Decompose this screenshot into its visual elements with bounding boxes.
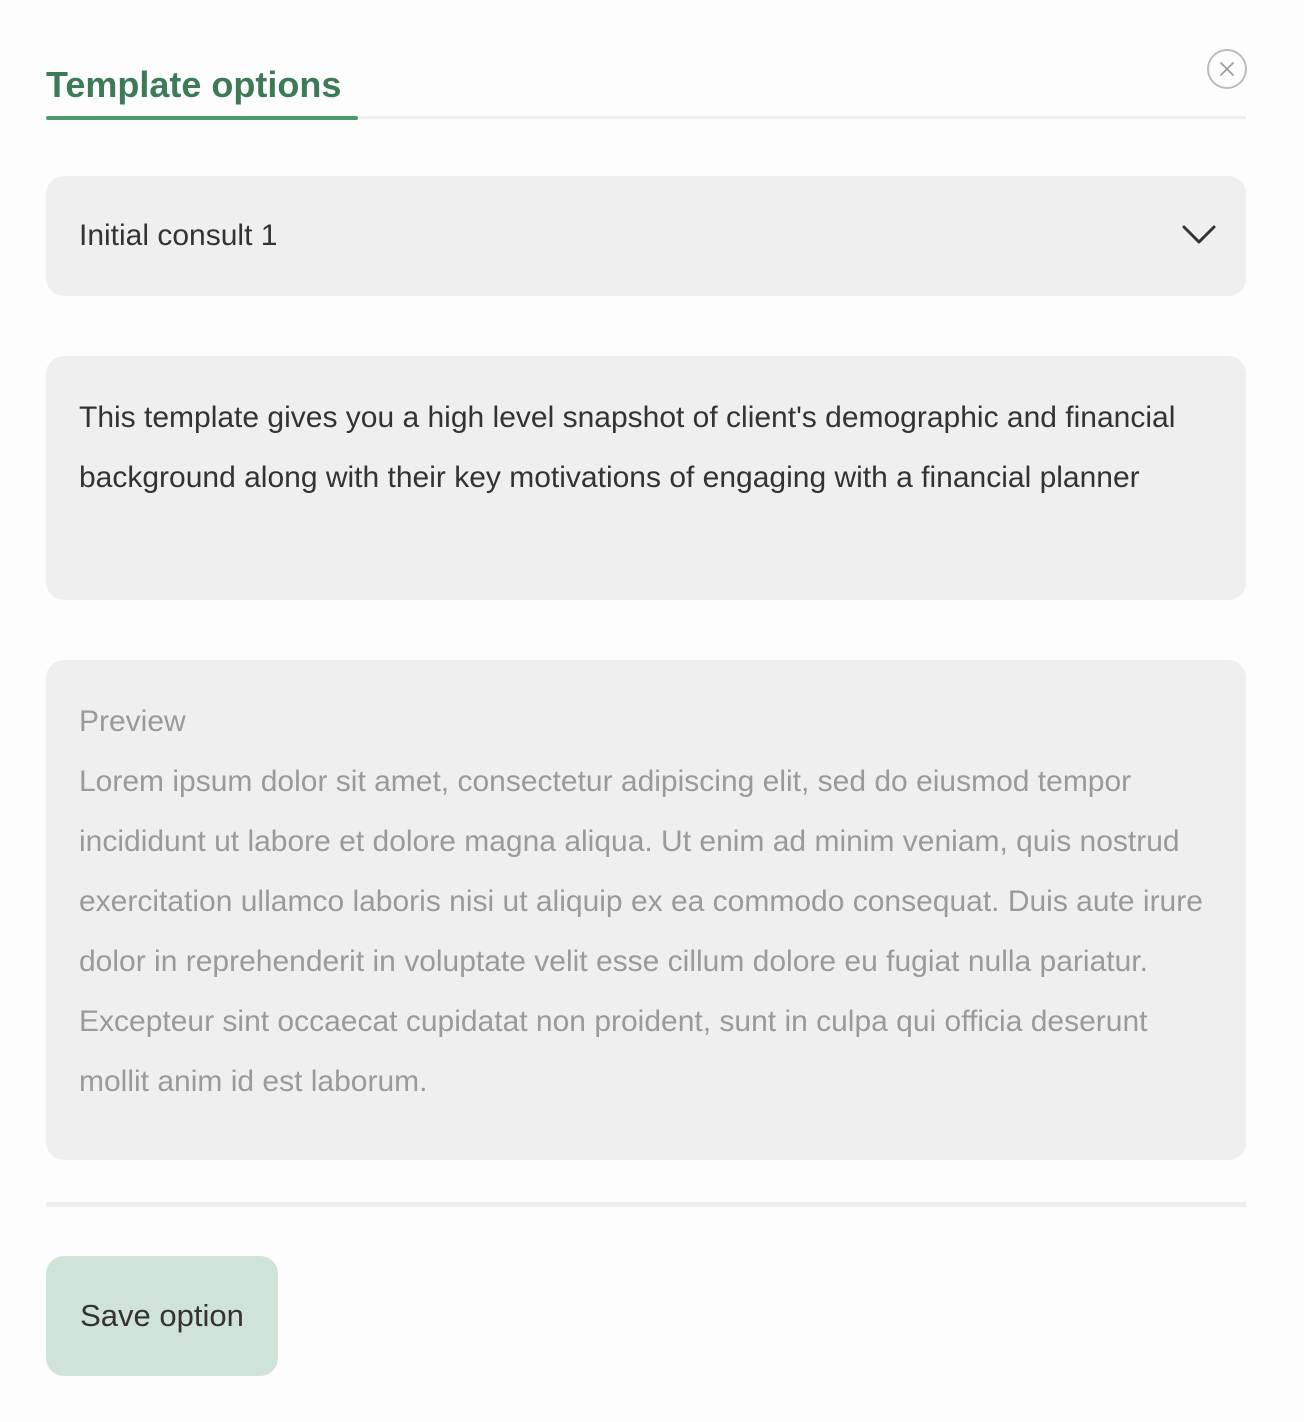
chevron-down-icon <box>1182 224 1216 246</box>
footer-divider <box>46 1202 1246 1207</box>
close-icon <box>1220 62 1234 76</box>
template-select[interactable] <box>46 176 1246 296</box>
template-select-value: Initial consult 1 <box>79 219 278 252</box>
title-underline <box>46 116 358 120</box>
modal-title: Template options <box>46 64 342 105</box>
template-preview <box>46 660 1246 1160</box>
template-description-text: This template gives you a high level snapshot of client's demographic and financial background along with their key motivations of engaging with a financial planner <box>79 401 1176 494</box>
preview-text: Lorem ipsum dolor sit amet, consectetur adipiscing elit, sed do eiusmod tempor incididunt ut labore et dolore magna aliqua. Ut enim ad minim veniam, quis nostrud exercitation ullamco laboris nisi ut aliquip ex ea commodo consequat. Duis aute irure dolor in reprehenderit in voluptate velit esse cillum dolore eu fugiat nulla pariatur. Excepteur sint occaecat cupidatat non proident, sunt in culpa qui officia deserunt mollit anim id est laborum. <box>79 765 1203 1098</box>
close-button[interactable] <box>1207 49 1247 89</box>
save-option-button[interactable]: Save option <box>46 1256 278 1376</box>
template-description <box>46 356 1246 600</box>
preview-label: Preview <box>79 705 186 738</box>
modal-header <box>46 50 1246 120</box>
